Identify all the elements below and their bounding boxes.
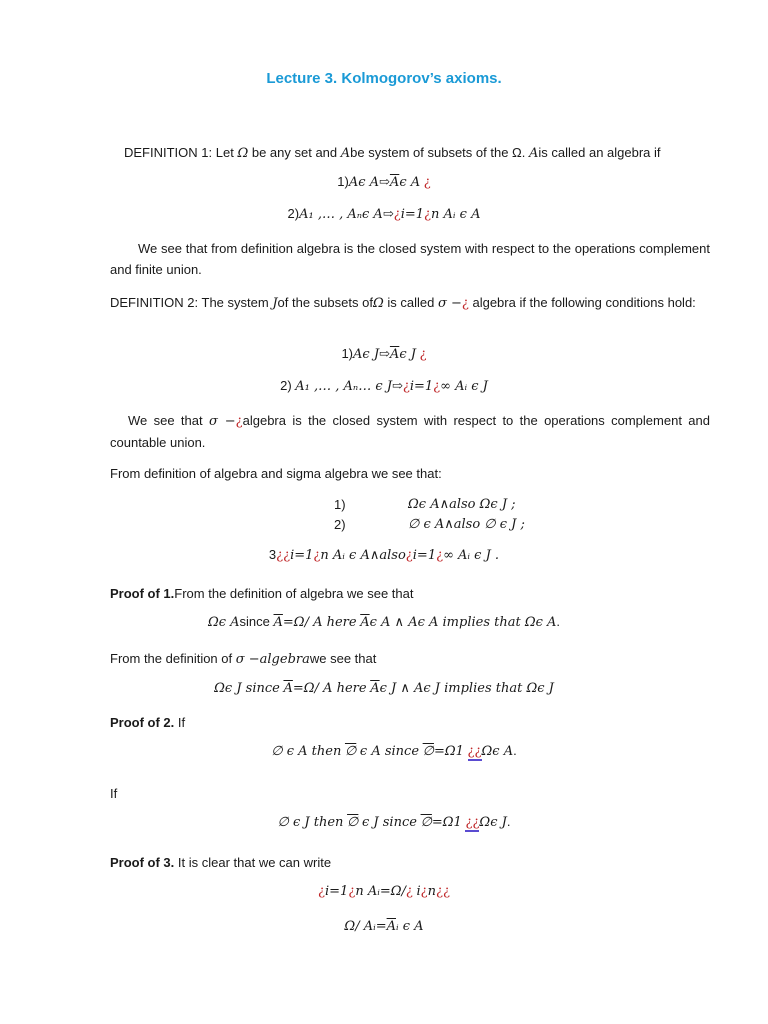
- def1-item-2: [0, 206, 768, 222]
- property-3-num: 3: [268, 547, 277, 562]
- proof-2-formula-2: [10, 814, 768, 830]
- para2-text-b: algebra is the closed system with respect to the operations complement and countable union.: [110, 413, 710, 450]
- def2-J: J: [272, 296, 278, 311]
- def2-item-2-math-b: i=1: [409, 379, 434, 394]
- def2-item-2-num: 2): [280, 378, 292, 393]
- proof-1-m-a: Ωϵ A: [207, 615, 240, 630]
- def2-text-a: The system: [201, 295, 269, 310]
- proof-2-formula-1: [10, 743, 768, 759]
- proof-2-m2-bar2: ∅: [420, 815, 432, 830]
- proof-3-m1-c: i: [416, 884, 421, 899]
- proof-3-text: It is clear that we can write: [177, 855, 332, 870]
- proof-3-m1-a: i=1: [325, 884, 349, 899]
- def1-item-2-red1: ¿: [393, 207, 401, 222]
- def1-omega: Ω: [237, 146, 249, 161]
- proof-1-sigma-heading: [110, 648, 710, 670]
- proof-1-formula-1: [0, 614, 768, 630]
- paragraph-algebra-closure: We see that from definition algebra is the closed system with respect to the operations complement and finite union.: [110, 241, 710, 277]
- paragraph-properties-intro: From definition of algebra and sigma algebra we see that:: [110, 466, 442, 481]
- property-3-b: i=1: [290, 548, 314, 563]
- def1-item-2-math-a: A₁ ,… , Aₙϵ A⇨: [299, 207, 394, 222]
- property-3: [0, 547, 768, 563]
- def1-item-1-bar: $\overline{A}$: [389, 175, 400, 190]
- proof-2-m1-bar2: ∅: [422, 744, 434, 759]
- proof-2-m1-red: ¿¿: [467, 744, 482, 759]
- para2-sigma: σ −: [208, 414, 236, 429]
- proof-3-m2-b: ᵢ ϵ A: [396, 919, 424, 934]
- def1-item-1-num: 1): [337, 174, 349, 189]
- proof-1-m-b: =Ω/ A here: [282, 615, 357, 630]
- page-title: Lecture 3. Kolmogorov’s axioms.: [266, 70, 502, 87]
- proof-3-formula-2: [0, 918, 768, 934]
- proof-3-heading: [110, 852, 710, 873]
- proof-1-m-c: ϵ A ∧ Aϵ A implies that Ωϵ A: [369, 615, 557, 630]
- proof-2-m2-c: =Ω1: [431, 815, 462, 830]
- property-3-red3: ¿: [405, 548, 413, 563]
- def2-item-1-tail: ϵ J: [399, 347, 416, 362]
- proof-3-m2-a: Ω/ Aᵢ=: [344, 919, 387, 934]
- def1-item-1-math: Aϵ A⇨: [348, 175, 390, 190]
- proof-3-m2-bar: $\overline{A}$: [386, 919, 396, 934]
- proof-1-heading: [110, 583, 710, 604]
- def1-item-1: [0, 174, 768, 190]
- def2-item-1-math: Aϵ J⇨: [353, 347, 390, 362]
- proof-1-m2-a: Ωϵ J since: [214, 681, 280, 696]
- def2-item-2-math-c: ∞ Aᵢ ϵ J: [440, 379, 488, 394]
- proof-1-m2-b: =Ω/ A here: [292, 681, 367, 696]
- proof-2-if: If: [110, 786, 118, 801]
- def2-sigma-red: ¿: [461, 296, 469, 311]
- proof-3-red5: ¿¿: [436, 884, 450, 899]
- def2-text-c: is called: [387, 295, 435, 310]
- def1-text-a: Let: [215, 145, 234, 160]
- def2-item-2: [0, 378, 768, 394]
- proof-2-dot-2: .: [506, 814, 511, 829]
- proof-1-text2: From the definition of: [110, 651, 233, 666]
- proof-1-dot: .: [556, 614, 561, 629]
- proof-2-m1-d: Ωϵ A: [481, 744, 514, 759]
- property-1-num: 1): [334, 497, 346, 512]
- def1-item-2-math-b: i=1: [400, 207, 425, 222]
- proof-2-text: If: [177, 715, 186, 730]
- definition-1: [124, 142, 724, 164]
- proof-3-red2: ¿: [348, 884, 356, 899]
- proof-2-label: Proof of 2.: [110, 715, 175, 730]
- def2-text-b: of the subsets of: [277, 295, 373, 310]
- proof-2-m2-d: Ωϵ J: [479, 815, 507, 830]
- proof-3-red1: ¿: [318, 884, 325, 899]
- proof-3-red4: ¿: [420, 884, 428, 899]
- def1-label: DEFINITION 1:: [124, 145, 213, 160]
- proof-1-bar4: $\overline{A}$: [370, 681, 380, 696]
- proof-3-formula-1: [0, 883, 768, 899]
- proof-1-m2-c: ϵ J ∧ Aϵ J implies that Ωϵ J: [379, 681, 554, 696]
- property-3-red1: ¿¿: [276, 548, 291, 563]
- proof-2-m2-b: ϵ J since: [362, 815, 417, 830]
- property-3-c: n Aᵢ ϵ A∧also: [320, 548, 406, 563]
- property-1-math: Ωϵ A∧also Ωϵ J ;: [408, 497, 516, 512]
- proof-2-m2-red: ¿¿: [465, 815, 480, 830]
- proof-1-label: Proof of 1.: [110, 586, 175, 601]
- def2-item-2-red1: ¿: [402, 379, 410, 394]
- property-3-d: i=1: [412, 548, 437, 563]
- def2-item-2-red2: ¿: [433, 379, 441, 394]
- def1-item-2-red2: ¿: [424, 207, 432, 222]
- proof-1-since: since: [239, 614, 270, 629]
- property-2-num: 2): [334, 517, 346, 532]
- proof-1-bar2: $\overline{A}$: [360, 615, 370, 630]
- def2-item-2-math-a: A₁ ,… , Aₙ… ϵ J⇨: [295, 379, 403, 394]
- proof-3-label: Proof of 3.: [110, 855, 175, 870]
- proof-1-text: From the definition of algebra we see that: [174, 586, 414, 601]
- proof-2-m2-bar1: ∅: [347, 815, 359, 830]
- paragraph-sigma-closure: [110, 410, 710, 453]
- proof-2-m2-a: ∅ ϵ J then: [277, 815, 344, 830]
- property-3-e: ∞ Aᵢ ϵ J .: [443, 548, 500, 563]
- proof-2-dot: .: [513, 743, 517, 758]
- proof-1-bar3: $\overline{A}$: [283, 681, 293, 696]
- property-3-red2: ¿: [313, 548, 321, 563]
- proof-1-formula-2: [0, 680, 768, 696]
- def1-text-c: be system of subsets of the Ω.: [350, 145, 526, 160]
- def1-item-1-red: ¿: [423, 175, 431, 190]
- proof-2-m1-b: ϵ A since: [359, 744, 420, 759]
- def1-text-d: is called an algebra if: [538, 145, 661, 160]
- def2-text-d: algebra if the following conditions hold:: [472, 295, 696, 310]
- proof-3-m1-b: n Aᵢ=Ω/: [355, 884, 406, 899]
- def2-item-1: [0, 346, 768, 362]
- property-2-math: ∅ ϵ A∧also ∅ ϵ J ;: [408, 517, 525, 532]
- proof-3-red3: ¿: [405, 884, 413, 899]
- proof-1-text3: we see that: [309, 651, 377, 666]
- property-3-red4: ¿: [436, 548, 444, 563]
- def2-omega: Ω: [372, 296, 384, 311]
- para2-text-a: We see that: [128, 413, 203, 428]
- def1-A2: A: [529, 146, 539, 161]
- def2-item-1-num: 1): [341, 346, 354, 361]
- proof-1-sigma: σ −algebra: [235, 652, 310, 667]
- proof-3-m1-d: n: [427, 884, 437, 899]
- def1-item-2-num: 2): [287, 206, 300, 221]
- def1-item-2-math-c: n Aᵢ ϵ A: [431, 207, 481, 222]
- def2-item-1-bar: $\overline{A}$: [389, 347, 400, 362]
- proof-2-heading: [110, 712, 710, 733]
- def2-label: DEFINITION 2:: [110, 295, 199, 310]
- def1-item-1-tail: ϵ A: [399, 175, 421, 190]
- para2-sigma-red: ¿: [235, 414, 243, 429]
- proof-2-m1-a: ∅ ϵ A then: [271, 744, 342, 759]
- proof-2-m1-c: =Ω1: [433, 744, 464, 759]
- proof-1-bar1: $\overline{A}$: [273, 615, 283, 630]
- def1-text-b: be any set and: [251, 145, 338, 160]
- def2-item-1-red: ¿: [419, 347, 427, 362]
- definition-2: [110, 292, 710, 314]
- proof-2-m1-bar1: ∅: [344, 744, 357, 759]
- def1-A: A: [340, 146, 351, 161]
- def2-sigma: σ −: [437, 296, 462, 311]
